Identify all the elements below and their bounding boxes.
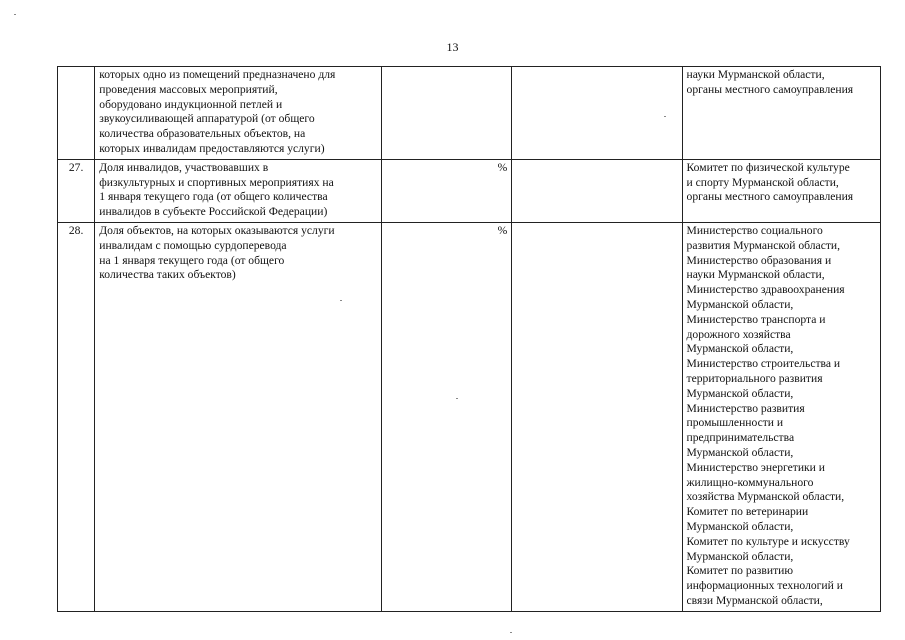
responsible-line: предпринимательства	[686, 431, 795, 445]
responsible-line: информационных технологий и	[686, 579, 843, 593]
scan-speck	[664, 116, 666, 117]
row-number	[58, 67, 95, 160]
responsible-line: Мурманской области,	[686, 445, 794, 459]
responsible-line: Мурманской области,	[686, 519, 794, 533]
description-line: физкультурных и спортивных мероприятиях на	[99, 175, 334, 189]
scan-speck	[14, 14, 16, 15]
table-row	[58, 222, 881, 611]
description-line: инвалидам с помощью сурдоперевода	[99, 238, 287, 252]
responsible-line: Мурманской области,	[686, 386, 794, 400]
responsible-line: хозяйства Мурманской области,	[686, 490, 845, 504]
responsible-line: Комитет по развитию	[686, 564, 793, 578]
responsible-line: Мурманской области,	[686, 342, 794, 356]
description-line: Доля инвалидов, участвовавших в	[99, 160, 269, 174]
page-number: 13	[446, 40, 459, 54]
scan-speck	[340, 300, 342, 301]
table-row	[58, 67, 881, 160]
description-line: количества таких объектов)	[99, 268, 236, 282]
responsible-line: науки Мурманской области,	[686, 268, 825, 282]
value-cell	[512, 222, 682, 611]
responsible-line: Мурманской области,	[686, 549, 794, 563]
description-line: 1 января текущего года (от общего количества	[99, 190, 328, 204]
responsible-line: промышленности и	[686, 416, 784, 430]
responsible-line: Министерство транспорта и	[686, 312, 826, 326]
responsible-line: Комитет по физической культуре	[686, 160, 850, 174]
description-line: Доля объектов, на которых оказываются услуги	[99, 223, 335, 237]
responsible-line: Министерство социального	[686, 223, 823, 237]
responsible-line: науки Мурманской области,	[686, 68, 825, 81]
row-number: 28.	[58, 222, 95, 611]
indicators-table	[57, 66, 881, 612]
description-line: проведения массовых мероприятий,	[99, 82, 278, 96]
responsible-line: Мурманской области,	[686, 297, 794, 311]
responsible-bodies	[682, 222, 880, 611]
responsible-line: и спорту Мурманской области,	[686, 175, 839, 189]
scan-speck	[510, 632, 512, 633]
responsible-line: Министерство энергетики и	[686, 460, 825, 474]
indicator-description	[95, 67, 382, 160]
value-cell	[512, 159, 682, 222]
responsible-line: развития Мурманской области,	[686, 238, 841, 252]
responsible-line: Министерство развития	[686, 401, 805, 415]
table-row	[58, 159, 881, 222]
description-line: которых одно из помещений предназначено для	[99, 68, 336, 81]
description-line: на 1 января текущего года (от общего	[99, 253, 285, 267]
unit-cell: %	[382, 159, 512, 222]
row-number: 27.	[58, 159, 95, 222]
indicator-description	[95, 159, 382, 222]
responsible-line: Комитет по ветеринарии	[686, 505, 809, 519]
description-line: звукоусиливающей аппаратурой (от общего	[99, 112, 315, 126]
scan-speck	[456, 398, 458, 399]
indicator-description	[95, 222, 382, 611]
description-line: инвалидов в субъекте Российской Федерации)	[99, 205, 328, 219]
responsible-bodies	[682, 159, 880, 222]
responsible-line: территориального развития	[686, 371, 823, 385]
unit-cell	[382, 67, 512, 160]
responsible-bodies	[682, 67, 880, 160]
responsible-line: Министерство строительства и	[686, 357, 841, 371]
responsible-line: жилищно-коммунального	[686, 475, 814, 489]
description-line: количества образовательных объектов, на	[99, 127, 306, 141]
responsible-line: Министерство здравоохранения	[686, 283, 845, 297]
responsible-line: связи Мурманской области,	[686, 593, 823, 607]
responsible-line: органы местного самоуправления	[686, 82, 854, 96]
responsible-line: дорожного хозяйства	[686, 327, 791, 341]
responsible-line: Комитет по культуре и искусству	[686, 534, 850, 548]
value-cell	[512, 67, 682, 160]
table-body	[58, 67, 881, 612]
description-line: которых инвалидам предоставляются услуги)	[99, 141, 325, 155]
description-line: оборудовано индукционной петлей и	[99, 97, 283, 111]
responsible-line: органы местного самоуправления	[686, 190, 854, 204]
responsible-line: Министерство образования и	[686, 253, 832, 267]
unit-cell: %	[382, 222, 512, 611]
